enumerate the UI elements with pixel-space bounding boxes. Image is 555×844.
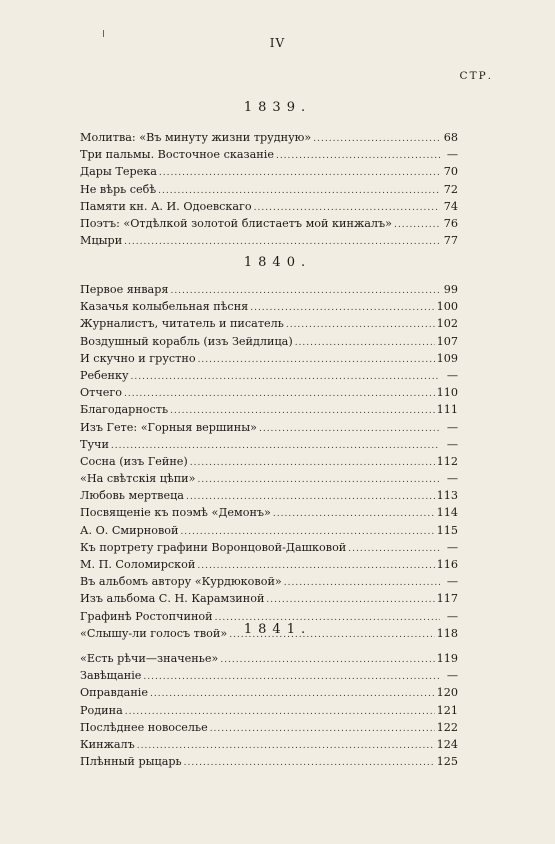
toc-entry-title: Къ портрету графини Воронцовой-Дашковой — [80, 540, 347, 554]
toc-entry-page: 116 — [436, 558, 458, 571]
toc-entry-title: Плѣнный рыцарь — [80, 755, 182, 769]
dot-leader — [198, 352, 435, 369]
dot-leader — [220, 652, 434, 669]
toc-entry-page: 117 — [436, 592, 458, 606]
dot-leader — [190, 455, 435, 472]
toc-entry — [80, 129, 458, 146]
toc-entry-page: 124 — [436, 737, 458, 751]
section-year: 1839. — [243, 100, 312, 115]
toc-entry-title: «Есть рѣчи—значенье» — [80, 652, 219, 665]
toc-entry-title: Родина — [80, 703, 123, 717]
dot-leader — [150, 686, 435, 703]
toc-entry-title: Первое января — [80, 283, 169, 296]
toc-entry — [80, 215, 458, 232]
toc-entry-page: 114 — [436, 506, 458, 520]
toc-entry-title: Молитва: «Въ минуту жизни трудную» — [80, 131, 312, 144]
toc-entry-title: Отчего — [80, 386, 122, 400]
toc-entry-page: 74 — [443, 199, 458, 213]
dot-leader — [143, 669, 440, 686]
toc-entry-title: Не вѣрь себѣ — [80, 182, 157, 196]
toc-entry-page: 109 — [436, 351, 458, 365]
toc-entry-page: — — [446, 472, 458, 486]
toc-entry-page: 77 — [443, 234, 458, 248]
toc-entry-page: 102 — [436, 317, 458, 331]
toc-entry — [80, 736, 458, 753]
toc-entry — [80, 181, 458, 198]
toc-entry-title: Мцыри — [80, 234, 123, 248]
toc-entry-page: 115 — [436, 523, 458, 537]
toc-entry-page: 111 — [436, 403, 458, 417]
toc-entry — [80, 556, 458, 573]
toc-entry-title: Въ альбомъ автору «Курдюковой» — [80, 575, 282, 589]
toc-entry — [80, 539, 458, 556]
toc-entry-page: 76 — [443, 216, 458, 230]
toc-entry — [80, 702, 458, 719]
toc-entry-page: 100 — [436, 300, 458, 314]
toc-entry — [80, 667, 458, 684]
dot-leader — [159, 165, 440, 182]
dot-leader — [184, 755, 435, 772]
toc-entry — [80, 384, 458, 401]
toc-entry — [80, 453, 458, 470]
section-year: 1841. — [243, 622, 312, 637]
toc-entry-title: Тучи — [80, 437, 109, 451]
dot-leader — [295, 335, 435, 352]
page-column-label: СТР. — [459, 70, 493, 82]
dot-leader — [348, 541, 440, 558]
dot-leader — [284, 575, 440, 592]
toc-entry — [80, 163, 458, 180]
toc-entry — [80, 470, 458, 487]
toc-entry-title: И скучно и грустно — [80, 351, 196, 365]
toc-entry-page: 112 — [436, 454, 458, 468]
toc-entry-page: 107 — [436, 334, 458, 348]
toc-entry — [80, 590, 458, 607]
toc-entry-title: Изъ альбома С. Н. Карамзиной — [80, 592, 265, 606]
toc-entry-title: Графинѣ Ростопчиной — [80, 609, 213, 623]
toc-entry — [80, 350, 458, 367]
dot-leader — [124, 386, 435, 403]
toc-entry — [80, 333, 458, 350]
toc-entry-page: 113 — [436, 489, 458, 503]
toc-entry-page: — — [446, 148, 458, 162]
toc-entry-page: 121 — [436, 703, 458, 717]
toc-entry-title: «Слышу-ли голосъ твой» — [80, 626, 228, 640]
toc-list — [80, 281, 458, 642]
toc-entry-title: Послѣднее новоселье — [80, 720, 208, 734]
toc-entry-title: Любовь мертвеца — [80, 489, 184, 503]
toc-entry-page: 99 — [443, 283, 458, 296]
section-year: 1840. — [243, 255, 312, 270]
toc-entry — [80, 367, 458, 384]
toc-entry-title: Дары Терека — [80, 165, 157, 179]
toc-list — [80, 129, 458, 249]
toc-entry-page: 72 — [443, 182, 458, 196]
dot-leader — [273, 506, 435, 523]
toc-entry-title: Журналистъ, читатель и писатель — [80, 317, 284, 331]
dot-leader — [259, 421, 440, 438]
toc-entry-page: — — [446, 575, 458, 589]
dot-leader — [131, 369, 440, 386]
toc-entry-page: — — [446, 437, 458, 451]
toc-entry-title: Ребенку — [80, 368, 129, 382]
toc-entry — [80, 198, 458, 215]
toc-entry-page: — — [446, 669, 458, 683]
toc-entry-page: — — [446, 368, 458, 382]
toc-entry — [80, 419, 458, 436]
toc-entry-page: 122 — [436, 720, 458, 734]
toc-entry-page: 70 — [443, 165, 458, 179]
toc-entry-title: Завѣщаніе — [80, 669, 142, 683]
toc-entry-title: Воздушный корабль (изъ Зейдлица) — [80, 334, 293, 348]
dot-leader — [210, 721, 435, 738]
toc-entry — [80, 573, 458, 590]
toc-entry-title: Поэтъ: «Отдѣлкой золотой блистаетъ мой кинжалъ» — [80, 216, 392, 230]
toc-entry-title: Благодарность — [80, 403, 169, 417]
toc-entry-title: Оправданіе — [80, 686, 148, 700]
toc-entry — [80, 504, 458, 521]
toc-entry-page: 68 — [443, 131, 458, 144]
toc-entry-title: Памяти кн. А. И. Одоевскаго — [80, 199, 252, 213]
toc-entry-page: 125 — [436, 755, 458, 769]
toc-entry — [80, 684, 458, 701]
page-number: IV — [269, 36, 286, 50]
toc-entry — [80, 146, 458, 163]
toc-entry — [80, 487, 458, 504]
toc-list — [80, 650, 458, 770]
toc-entry — [80, 232, 458, 249]
toc-entry-title: Посвященіе къ поэмѣ «Демонъ» — [80, 506, 271, 520]
toc-entry — [80, 281, 458, 298]
toc-entry-title: А. О. Смирновой — [80, 523, 179, 537]
toc-entry — [80, 719, 458, 736]
toc-entry-title: Три пальмы. Восточное сказаніе — [80, 148, 274, 162]
toc-entry — [80, 753, 458, 770]
toc-entry-page: — — [446, 420, 458, 434]
toc-entry-title: Изъ Гете: «Горныя вершины» — [80, 420, 257, 434]
toc-entry-page: — — [446, 609, 458, 623]
toc-entry — [80, 436, 458, 453]
toc-entry-title: М. П. Соломирской — [80, 558, 196, 571]
dot-leader — [313, 131, 440, 148]
toc-entry-title: Кинжалъ — [80, 737, 135, 751]
dot-leader — [124, 234, 440, 251]
toc-entry-page: 110 — [436, 386, 458, 400]
toc-entry-page: 118 — [436, 626, 458, 640]
toc-entry-page: 120 — [436, 686, 458, 700]
toc-entry-title: Сосна (изъ Гейне) — [80, 454, 188, 468]
toc-entry — [80, 315, 458, 332]
dot-leader — [286, 317, 435, 334]
toc-entry-page: 119 — [436, 652, 458, 665]
toc-entry — [80, 522, 458, 539]
dot-leader — [197, 472, 440, 489]
toc-entry — [80, 298, 458, 315]
dot-leader — [394, 217, 440, 234]
toc-entry — [80, 650, 458, 667]
dot-leader — [276, 148, 440, 165]
toc-entry-title: Казачья колыбельная пѣсня — [80, 300, 249, 314]
toc-entry-title: «На свѣтскія цѣпи» — [80, 472, 196, 486]
dot-leader — [266, 592, 434, 609]
toc-entry — [80, 401, 458, 418]
toc-entry-page: — — [446, 540, 458, 554]
